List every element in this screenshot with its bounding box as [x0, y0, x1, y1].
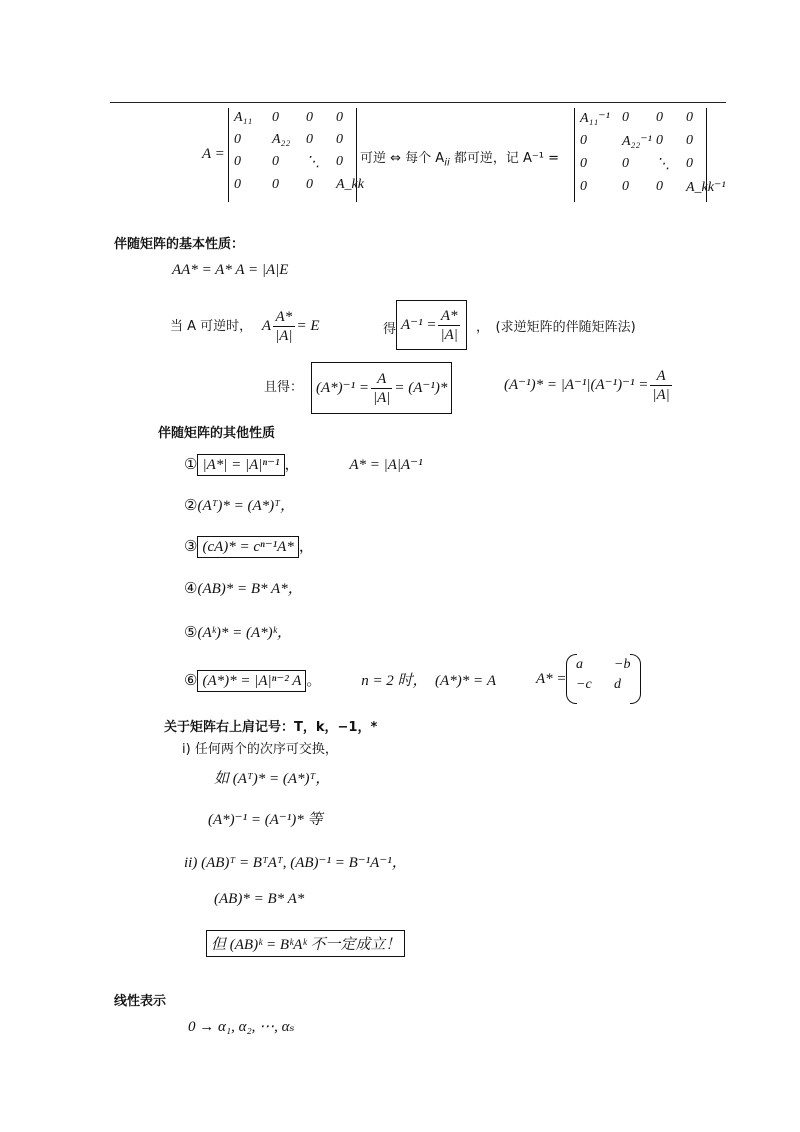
also2-lhs: (A⁻¹)* = |A⁻¹|(A⁻¹)⁻¹ = — [504, 377, 649, 393]
property-item — [184, 453, 423, 474]
property-formula: (AB)* = B* A*， — [197, 581, 303, 597]
get-frac-den: |A| — [440, 327, 458, 344]
matrix-cell: 0 — [686, 133, 693, 148]
also-label: 且得： — [264, 380, 304, 395]
matrix-cell: 0 — [336, 154, 343, 169]
section1-heading: 伴随矩阵的基本性质： — [114, 237, 245, 252]
section3-heading: 关于矩阵右上肩记号：T，k，−1，* — [164, 720, 378, 735]
matrix-cell: A₁₁ — [234, 110, 253, 125]
property-formula: (cA)* = cⁿ⁻¹A* — [197, 536, 298, 558]
matrix-cell: 0 — [306, 177, 313, 192]
also-rhs: = (A⁻¹)* — [394, 380, 448, 396]
inverse-formula-box — [396, 300, 467, 350]
rule-i-eq2: (A*)⁻¹ = (A⁻¹)* 等 — [208, 812, 323, 828]
property-mark: ① — [184, 457, 198, 473]
matrix-cell: 0 — [656, 110, 663, 125]
linear-representation-eq: 0 → α₁, α₂, ⋯, αₛ — [188, 1019, 295, 1035]
when-lhs: A — [261, 317, 272, 334]
matrix-cell: A_kk⁻¹ — [686, 180, 726, 195]
property-extra: n = 2 时， (A*)* = A — [361, 673, 496, 689]
matrix-cell: −c — [576, 677, 592, 692]
also-frac-num: A — [371, 370, 392, 389]
also-frac — [371, 370, 392, 407]
matrix-cell: d — [614, 677, 621, 692]
adjugate-identity: AA* = A* A = |A|E — [172, 262, 289, 278]
matrix-cell: 0 — [580, 179, 587, 194]
property-formula: (A*)* = |A|ⁿ⁻² A — [197, 670, 306, 692]
property-formula: (Aᵏ)* = (A*)ᵏ， — [197, 625, 292, 641]
a-star-lhs: A* = — [536, 671, 567, 687]
inverse-adjugate-box — [311, 362, 452, 414]
matrix-cell: 0 — [622, 179, 629, 194]
matrix-cell: 0 — [336, 110, 343, 125]
property-formula: |A*| = |A|ⁿ⁻¹ — [197, 454, 284, 476]
matrix-cell: 0 — [234, 154, 241, 169]
also-lhs: (A*)⁻¹ = — [316, 380, 369, 396]
rule-ii-warning-box: 但 (AB)ᵏ = BᵏAᵏ 不一定成立！ — [206, 930, 405, 957]
get-frac-num: A* — [438, 307, 459, 326]
also2-frac — [650, 367, 671, 404]
matrix-cell: 0 — [656, 133, 663, 148]
property-mark: ⑤ — [184, 625, 198, 641]
matrix-cell: 0 — [686, 156, 693, 171]
matrix-inv — [580, 110, 726, 196]
block-lhs: A = — [202, 146, 225, 162]
property-mark: ② — [184, 498, 198, 514]
matrix-cell: A₂₂⁻¹ — [622, 134, 652, 149]
rule-ii-label: ii) (AB)ᵀ = BᵀAᵀ, (AB)⁻¹ = B⁻¹A⁻¹， — [184, 855, 407, 871]
when-rhs: = E — [296, 317, 320, 334]
section4-heading: 线性表示 — [114, 994, 167, 1009]
matrix-cell: 0 — [306, 132, 313, 147]
also2-frac-den: |A| — [652, 387, 670, 404]
block-middle-tail: 都可逆，记 A⁻¹ = — [453, 151, 560, 166]
section2-heading: 伴随矩阵的其他性质 — [158, 426, 276, 441]
matrix-cell: 0 — [306, 110, 313, 125]
matrix-cell: −b — [614, 657, 631, 672]
matrix-a-left-bar — [228, 108, 229, 202]
matrix-cell: 0 — [656, 179, 663, 194]
get-frac — [438, 307, 459, 344]
property-item — [184, 621, 292, 642]
matrix-cell: 0 — [580, 156, 587, 171]
property-mark: ③ — [184, 539, 198, 555]
a-star-matrix — [576, 657, 638, 693]
when-frac-num: A* — [273, 308, 294, 327]
matrix-cell: ⋱ — [306, 155, 320, 170]
get-lhs: A⁻¹ = — [401, 317, 437, 333]
when-frac-den: |A| — [275, 328, 293, 344]
invertible-line — [170, 308, 320, 345]
property-tail: ， — [298, 539, 314, 555]
property-mark: ④ — [184, 581, 198, 597]
rule-i-label: i) 任何两个的次序可交换， — [182, 742, 338, 757]
matrix-cell: 0 — [234, 177, 241, 192]
matrix-cell: A₁₁⁻¹ — [580, 111, 610, 126]
matrix-cell: a — [576, 657, 583, 672]
matrix-cell: 0 — [336, 132, 343, 147]
get-note: ， (求逆矩阵的伴随矩阵法) — [476, 320, 636, 335]
matrix-cell: 0 — [272, 154, 279, 169]
matrix-cell: 0 — [234, 132, 241, 147]
property-mark: ⑥ — [184, 673, 198, 689]
get-label: 得 — [383, 322, 397, 337]
property-formula: (Aᵀ)* = (A*)ᵀ， — [197, 498, 295, 514]
property-item — [184, 494, 295, 515]
property-item — [184, 535, 314, 556]
matrix-cell: 0 — [272, 110, 279, 125]
property-tail: ， — [284, 457, 300, 473]
matrix-cell: 0 — [580, 133, 587, 148]
matrix-cell: 0 — [272, 177, 279, 192]
block-middle-text: 可逆 ⇔ 每个 A — [360, 151, 445, 166]
also-frac-den: |A| — [372, 390, 391, 407]
rule-i-eq1: 如 (Aᵀ)* = (A*)ᵀ， — [214, 771, 331, 787]
matrix-cell: A₂₂ — [272, 132, 291, 147]
property-extra: A* = |A|A⁻¹ — [349, 457, 423, 473]
block-middle — [360, 147, 559, 169]
property-item — [184, 669, 496, 690]
matrix-inv-left-bar — [574, 108, 575, 202]
when-text: 当 A 可逆时， — [170, 318, 253, 334]
top-rule — [110, 102, 726, 103]
matrix-cell: ⋱ — [656, 157, 670, 172]
matrix-a — [234, 110, 366, 193]
property-item — [184, 577, 303, 598]
when-frac — [273, 308, 294, 345]
matrix-cell: 0 — [622, 156, 629, 171]
property-tail: 。 — [306, 673, 322, 689]
matrix-cell: 0 — [686, 110, 693, 125]
matrix-cell: A_kk — [336, 177, 364, 192]
also2-formula — [504, 362, 674, 408]
matrix-cell: 0 — [622, 110, 629, 125]
also2-frac-num: A — [650, 367, 671, 386]
rule-ii-eq1: (AB)* = B* A* — [214, 891, 305, 907]
block-middle-sub: ii — [444, 157, 450, 169]
